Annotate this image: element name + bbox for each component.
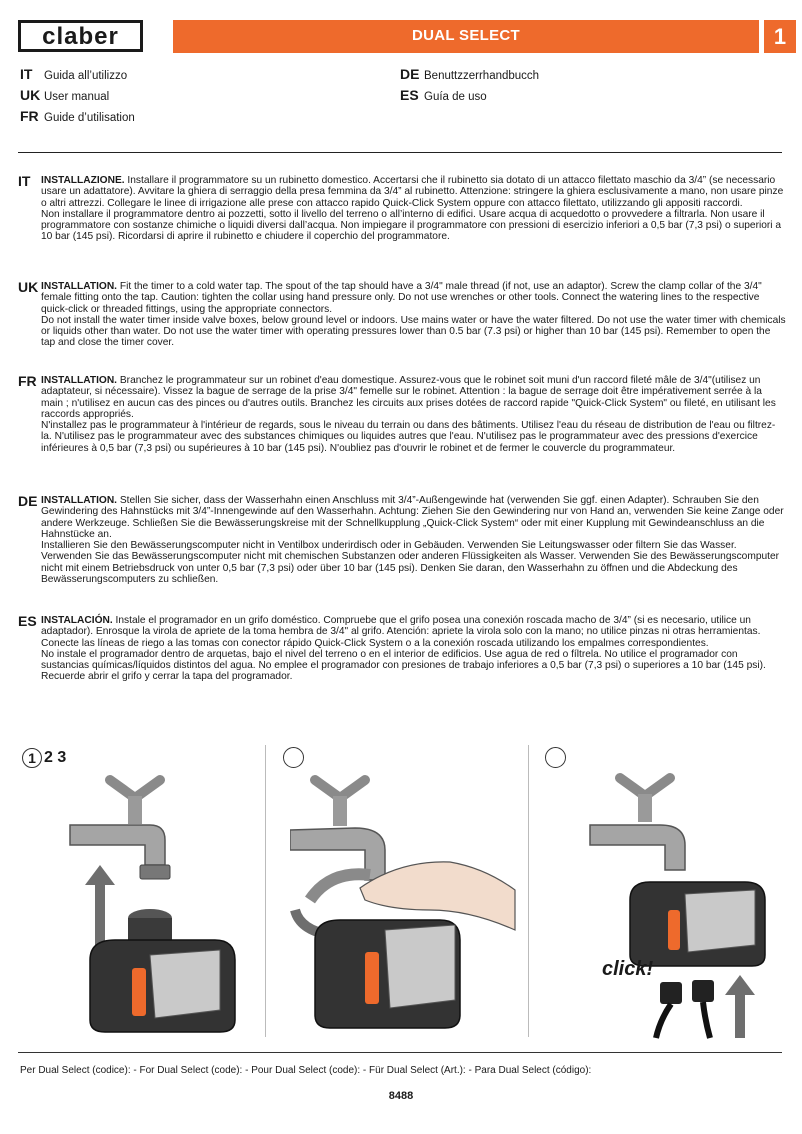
panel-divider [265, 745, 266, 1037]
divider [18, 152, 782, 153]
claber-logo [18, 20, 143, 52]
step-number-circle: 1 [22, 748, 42, 768]
arrow-up-icon [85, 865, 115, 945]
page-number: 1 [764, 20, 796, 53]
section-heading: INSTALLAZIONE. [41, 175, 125, 186]
section-paragraph: No instale el programador dentro de arquetas, bajo el nivel del terreno o en el interior de edificios. Use agua de red o fíltrela. No utilice el programador con sustancias químicas/líquidos distintos del agua. No emplee el programador con presiones de trabajo inferiores a 0,5 bar (7,3 psi) o superiores a 10 bar (145 psi). Recuerde abrir el grifo y cerrar la tapa del programador. [41, 648, 766, 683]
section-paragraph: Installare il programmatore su un rubinetto domestico. Accertarsi che il rubinetto sia dotato di un attacco filettato maschio da 3/4” (se necessario usare un adattatore). Avvitare la ghiera di serraggio della presa femmina da 3/4” al rubinetto. Attenzione: stringere la ghiera esclusivamente a mano, non usare pinze o altri attrezzi. Collegare le linee di irrigazione alle prese con attacco rapido Quick-Click System oppure con attacco filettato, utilizzando gli appositi raccordi. [41, 175, 784, 209]
section-paragraph: Non installare il programmatore dentro ai pozzetti, sotto il livello del terreno o all’interno di edifici. Usare acqua di acquedotto o provvedere a filtrarla. Non usare il programmatore con sostanze chimiche o liquidi diversi dall’acqua. Non impiegare il programmatore con pressioni di esercizio inferiori a 0,5 bar (7,3 psi) o superiori a 10 bar (145 psi). Ricordarsi di aprire il rubinetto e chiudere il coperchio del programmatore. [41, 208, 782, 243]
language-entry: DE Benuttzzerrhandbucch [400, 66, 540, 82]
water-timer-icon [315, 920, 460, 1028]
section-lang-code: IT [18, 173, 31, 189]
language-entry: UK User manual [20, 87, 110, 103]
footer-divider [18, 1052, 782, 1053]
title-bar [173, 20, 759, 53]
section-paragraph: Do not install the water timer inside valve boxes, below ground level or indoors. Use mains water or have the water filtered. Do not use the water timer with chemicals or liquids other than water. Do not use the water timer with operating pressures lower than 0.5 bar (7.3 psi) or higher than 10 bar (145 psi). Remember to open the tap and close the timer cover. [41, 314, 786, 349]
section-heading: INSTALLATION. [41, 495, 118, 506]
section-paragraph: Stellen Sie sicher, dass der Wasserhahn einen Anschluss mit 3/4”-Außengewinde hat (verwenden Sie ggf. einen Adapter). Schrauben Sie den Gewindering des Hahnstücks mit 3/4”-Innengewinde auf den Wasserhahn. Achtung: Ziehen Sie den Gewindering nur von Hand an, verwenden Sie keine Zange oder andere Werkzeuge. Schließen Sie die Bewässerungskreise mit der Schnellkupplung „Quick-Click System“ oder mit einer Kupplung mit Gewindeanschluss an die Hahnstücke an. [41, 495, 784, 540]
section-paragraph: Fit the timer to a cold water tap. The spout of the tap should have a 3/4" male thread (if not, use an adaptor). Screw the clamp collar of the 3/4" female fitting onto the tap. Caution: tighten the collar using hand pressure only. Do not use wrenches or other tools. Connect the watering lines to the respective quick-click or threaded fittings, using the appropriate connectors. [41, 281, 762, 315]
section-es [18, 615, 786, 683]
section-paragraph: Branchez le programmateur sur un robinet d'eau domestique. Assurez-vous que le robinet soit muni d'un raccord fileté mâle de 3/4"(utilisez un adaptateur, si nécessaire). Vissez la bague de serrage de la prise 3/4" femelle sur le robinet. Attention : la bague de serrage doit être impérativement serrée à la main ; n'utilisez en aucun cas des pinces ou d'autres outils. Branchez les circuits aux prises dotées de raccord rapide "Quick-Click System" ou fileté, en utilisant les raccords appropriés. [41, 375, 776, 420]
product-code: 8488 [388, 1090, 414, 1102]
section-paragraph: Installieren Sie den Bewässerungscomputer nicht in Ventilbox underirdisch oder in Gebäuden. Verwenden Sie Leitungswasser oder filtern Sie das Wasser. Verwenden Sie das Bewässerungscomputer nicht mit chemischen Substanzen oder anderen Flüssigkeiten als Wasser. Verwenden Sie des Bewässerungscomputer nicht mit einem Betriebsdruck von unter 0,5 bar (7,3 psi) oder über 10 bar (145 psi). Denken Sie daran, den Wasserhahn zu öffnen und die Abdeckung des Bewässerungscomputers zu schließen. [41, 540, 780, 586]
step1-illustration [40, 770, 260, 1040]
section-fr [18, 375, 786, 454]
language-entry: IT Guida all’utilizzo [20, 66, 128, 82]
section-lang-code: DE [18, 493, 38, 509]
section-paragraph: Instale el programador en un grifo doméstico. Compruebe que el grifo posea una conexión roscada macho de 3/4” (si es necesario, utilice un adaptador). Enrosque la virola de apriete de la toma hembra de 3/4" al grifo. Atención: apriete la virola solo con la mano; no utilice pinzas ni otras herramientas. Conecte las líneas de riego a las tomas con conector rápido Quick-Click System o a la conexión roscada utilizando los empalmes correspondientes. [41, 615, 761, 649]
step3-illustration [560, 770, 785, 1040]
tap-icon [70, 780, 170, 879]
tap-icon [590, 778, 685, 870]
step-numbers [22, 748, 66, 768]
click-label: click! [602, 958, 654, 980]
language-list-left [20, 64, 135, 127]
arrow-up-icon [725, 975, 755, 1038]
language-entry: ES Guía de uso [400, 87, 487, 103]
step2-illustration [290, 770, 525, 1040]
water-timer-icon [630, 882, 765, 966]
hose-connector-icon [656, 980, 714, 1038]
language-entry: FR Guide d’utilisation [20, 108, 135, 124]
section-uk [18, 281, 786, 349]
tap-icon [290, 780, 385, 880]
panel-divider [528, 745, 529, 1037]
section-de [18, 495, 786, 585]
logo-text: claber [42, 23, 119, 50]
section-heading: INSTALLATION. [41, 281, 118, 292]
section-heading: INSTALLATION. [41, 375, 118, 386]
section-lang-code: ES [18, 613, 37, 629]
footer-code-caption: Per Dual Select (codice): - For Dual Select (code): - Pour Dual Select (code): - Für Dual Select (Art.): - Para Dual Select (código): [20, 1065, 592, 1076]
section-lang-code: UK [18, 279, 39, 295]
section-paragraph: N'installez pas le programmateur à l'intérieur de regards, sous le niveau du terrain ou dans des bâtiments. Utilisez l'eau du réseau de distribution de l'eau ou filtrez-la. N'utilisez pas le programmateur avec des substances chimiques ou liquides autres que l'eau. N'utilisez pas le programmateur avec des pressions d'exercice inférieures à 0,5 bar (7,3 psi) ou supérieures à 10 bar (145 psi). N'oubliez pas d'ouvrir le robinet et de fermer le couvercle du programmateur. [41, 420, 776, 454]
page-header [0, 0, 802, 62]
step-number-label: 2 3 [44, 749, 67, 766]
document-title: DUAL SELECT [411, 27, 521, 44]
language-list-right [400, 64, 539, 106]
section-lang-code: FR [18, 373, 37, 389]
section-it [18, 175, 786, 243]
section-heading: INSTALACIÓN. [41, 615, 113, 626]
water-timer-icon [90, 909, 235, 1032]
